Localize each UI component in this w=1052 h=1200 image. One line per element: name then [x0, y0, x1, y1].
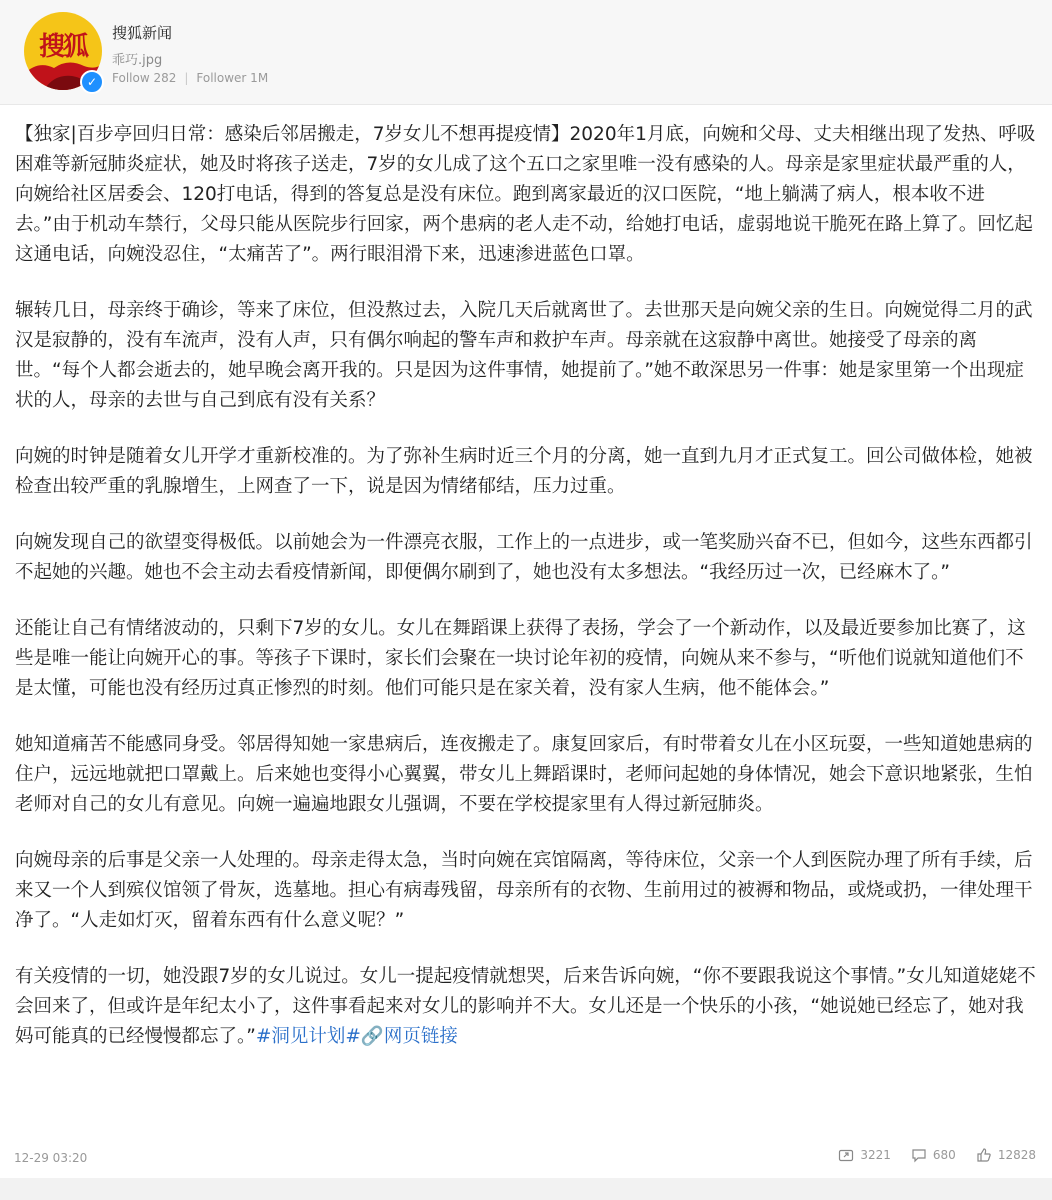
- account-header: [0, 0, 1052, 105]
- account-name[interactable]: 搜狐新闻: [112, 24, 173, 42]
- link-icon: 🔗: [360, 1026, 384, 1047]
- post-paragraph-last: [15, 962, 1037, 1052]
- follower-count[interactable]: Follower 1M: [196, 71, 269, 85]
- post-paragraph: 她知道痛苦不能感同身受。邻居得知她一家患病后，连夜搬走了。康复回家后，有时带着女儿在小区玩耍，一些知道她患病的住户，远远地就把口罩戴上。后来她也变得小心翼翼，带女儿上舞蹈课时，老师问起她的身体情况，她会下意识地紧张，生怕老师对自己的女儿有意见。向婉一遍遍地跟女儿强调，不要在学校提家里有人得过新冠肺炎。: [15, 734, 1033, 815]
- like-button[interactable]: [976, 1147, 1036, 1163]
- post-paragraph: 还能让自己有情绪波动的，只剩下7岁的女儿。女儿在舞蹈课上获得了表扬，学会了一个新动作，以及最近要参加比赛了，这些是唯一能让向婉开心的事。等孩子下课时，家长们会聚在一块讨论年初的疫情，向婉从来不参与，“听他们说就知道他们不是太懂，可能也没有经历过真正惨烈的时刻。他们可能只是在家关着，没有家人生病，他不能体会。”: [15, 618, 1026, 699]
- post-paragraph: 辗转几日，母亲终于确诊，等来了床位，但没熬过去，入院几天后就离世了。去世那天是向婉父亲的生日。向婉觉得二月的武汉是寂静的，没有车流声，没有人声，只有偶尔响起的警车声和救护车声。母亲就在这寂静中离世。她接受了母亲的离世。“每个人都会逝去的，她早晚会离开我的。只是因为这件事情，她提前了。”她不敢深思另一件事：她是家里第一个出现症状的人，母亲的去世与自己到底有没有关系？: [15, 300, 1033, 411]
- account-subtitle: 乖巧.jpg: [112, 53, 163, 68]
- post-content: [15, 120, 1037, 1078]
- post-paragraph: 【独家|百步亭回归日常：感染后邻居搬走，7岁女儿不想再提疫情】2020年1月底，向婉和父母、丈夫相继出现了发热、呼吸困难等新冠肺炎症状，她及时将孩子送走，7岁的女儿成了这个五口之家里唯一没有感染的人。母亲是家里症状最严重的人，向婉给社区居委会、120打电话，得到的答复总是没有床位。跑到离家最近的汉口医院，“地上躺满了病人，根本收不进去。”由于机动车禁行，父母只能从医院步行回家，两个患病的老人走不动，给她打电话，虚弱地说干脆死在路上算了。回忆起这通电话，向婉没忍住，“太痛苦了”。两行眼泪滑下来，迅速渗进蓝色口罩。: [15, 124, 1036, 265]
- bottom-bar: [0, 1178, 1052, 1200]
- like-count: 12828: [997, 1148, 1036, 1162]
- action-bar: [838, 1147, 1036, 1163]
- repost-icon: [838, 1147, 854, 1163]
- comment-icon: [911, 1147, 927, 1163]
- follow-stats: Follow 282 | Follower 1M: [112, 71, 269, 85]
- post-timestamp: 12-29 03:20: [14, 1151, 88, 1165]
- follow-count[interactable]: Follow 282: [112, 71, 177, 85]
- post-paragraph: 向婉的时钟是随着女儿开学才重新校准的。为了弥补生病时近三个月的分离，她一直到九月才正式复工。回公司做体检，她被检查出较严重的乳腺增生，上网查了一下，说是因为情绪郁结，压力过重。: [15, 446, 1033, 497]
- post-last-text: 有关疫情的一切，她没跟7岁的女儿说过。女儿一提起疫情就想哭，后来告诉向婉，“你不要跟我说这个事情。”女儿知道姥姥不会回来了，但或许是年纪太小了，这件事看起来对女儿的影响并不大。女儿还是一个快乐的小孩，“她说她已经忘了，她对我妈可能真的已经慢慢都忘了。”: [15, 966, 1036, 1047]
- verified-badge-icon: ✓: [80, 70, 104, 94]
- like-icon: [976, 1147, 992, 1163]
- topic-tag-link[interactable]: #洞见计划#: [255, 1026, 361, 1047]
- sohu-logo: 搜狐: [38, 32, 87, 62]
- comment-button[interactable]: [911, 1147, 956, 1163]
- post-paragraph: 向婉母亲的后事是父亲一人处理的。母亲走得太急，当时向婉在宾馆隔离，等待床位，父亲一个人到医院办理了所有手续，后来又一个人到殡仪馆领了骨灰，选墓地。担心有病毒残留，母亲所有的衣物、生前用过的被褥和物品，或烧或扔，一律处理干净了。“人走如灯灭，留着东西有什么意义呢？”: [15, 850, 1033, 931]
- post-paragraph: 向婉发现自己的欲望变得极低。以前她会为一件漂亮衣服，工作上的一点进步，或一笔奖励兴奋不已，但如今，这些东西都引不起她的兴趣。她也不会主动去看疫情新闻，即便偶尔刷到了，她也没有太多想法。“我经历过一次，已经麻木了。”: [15, 532, 1033, 583]
- web-link[interactable]: 网页链接: [383, 1026, 458, 1047]
- repost-count: 3221: [860, 1148, 891, 1162]
- post-footer: [0, 1141, 1052, 1177]
- repost-button[interactable]: [838, 1147, 891, 1163]
- comment-count: 680: [932, 1148, 956, 1162]
